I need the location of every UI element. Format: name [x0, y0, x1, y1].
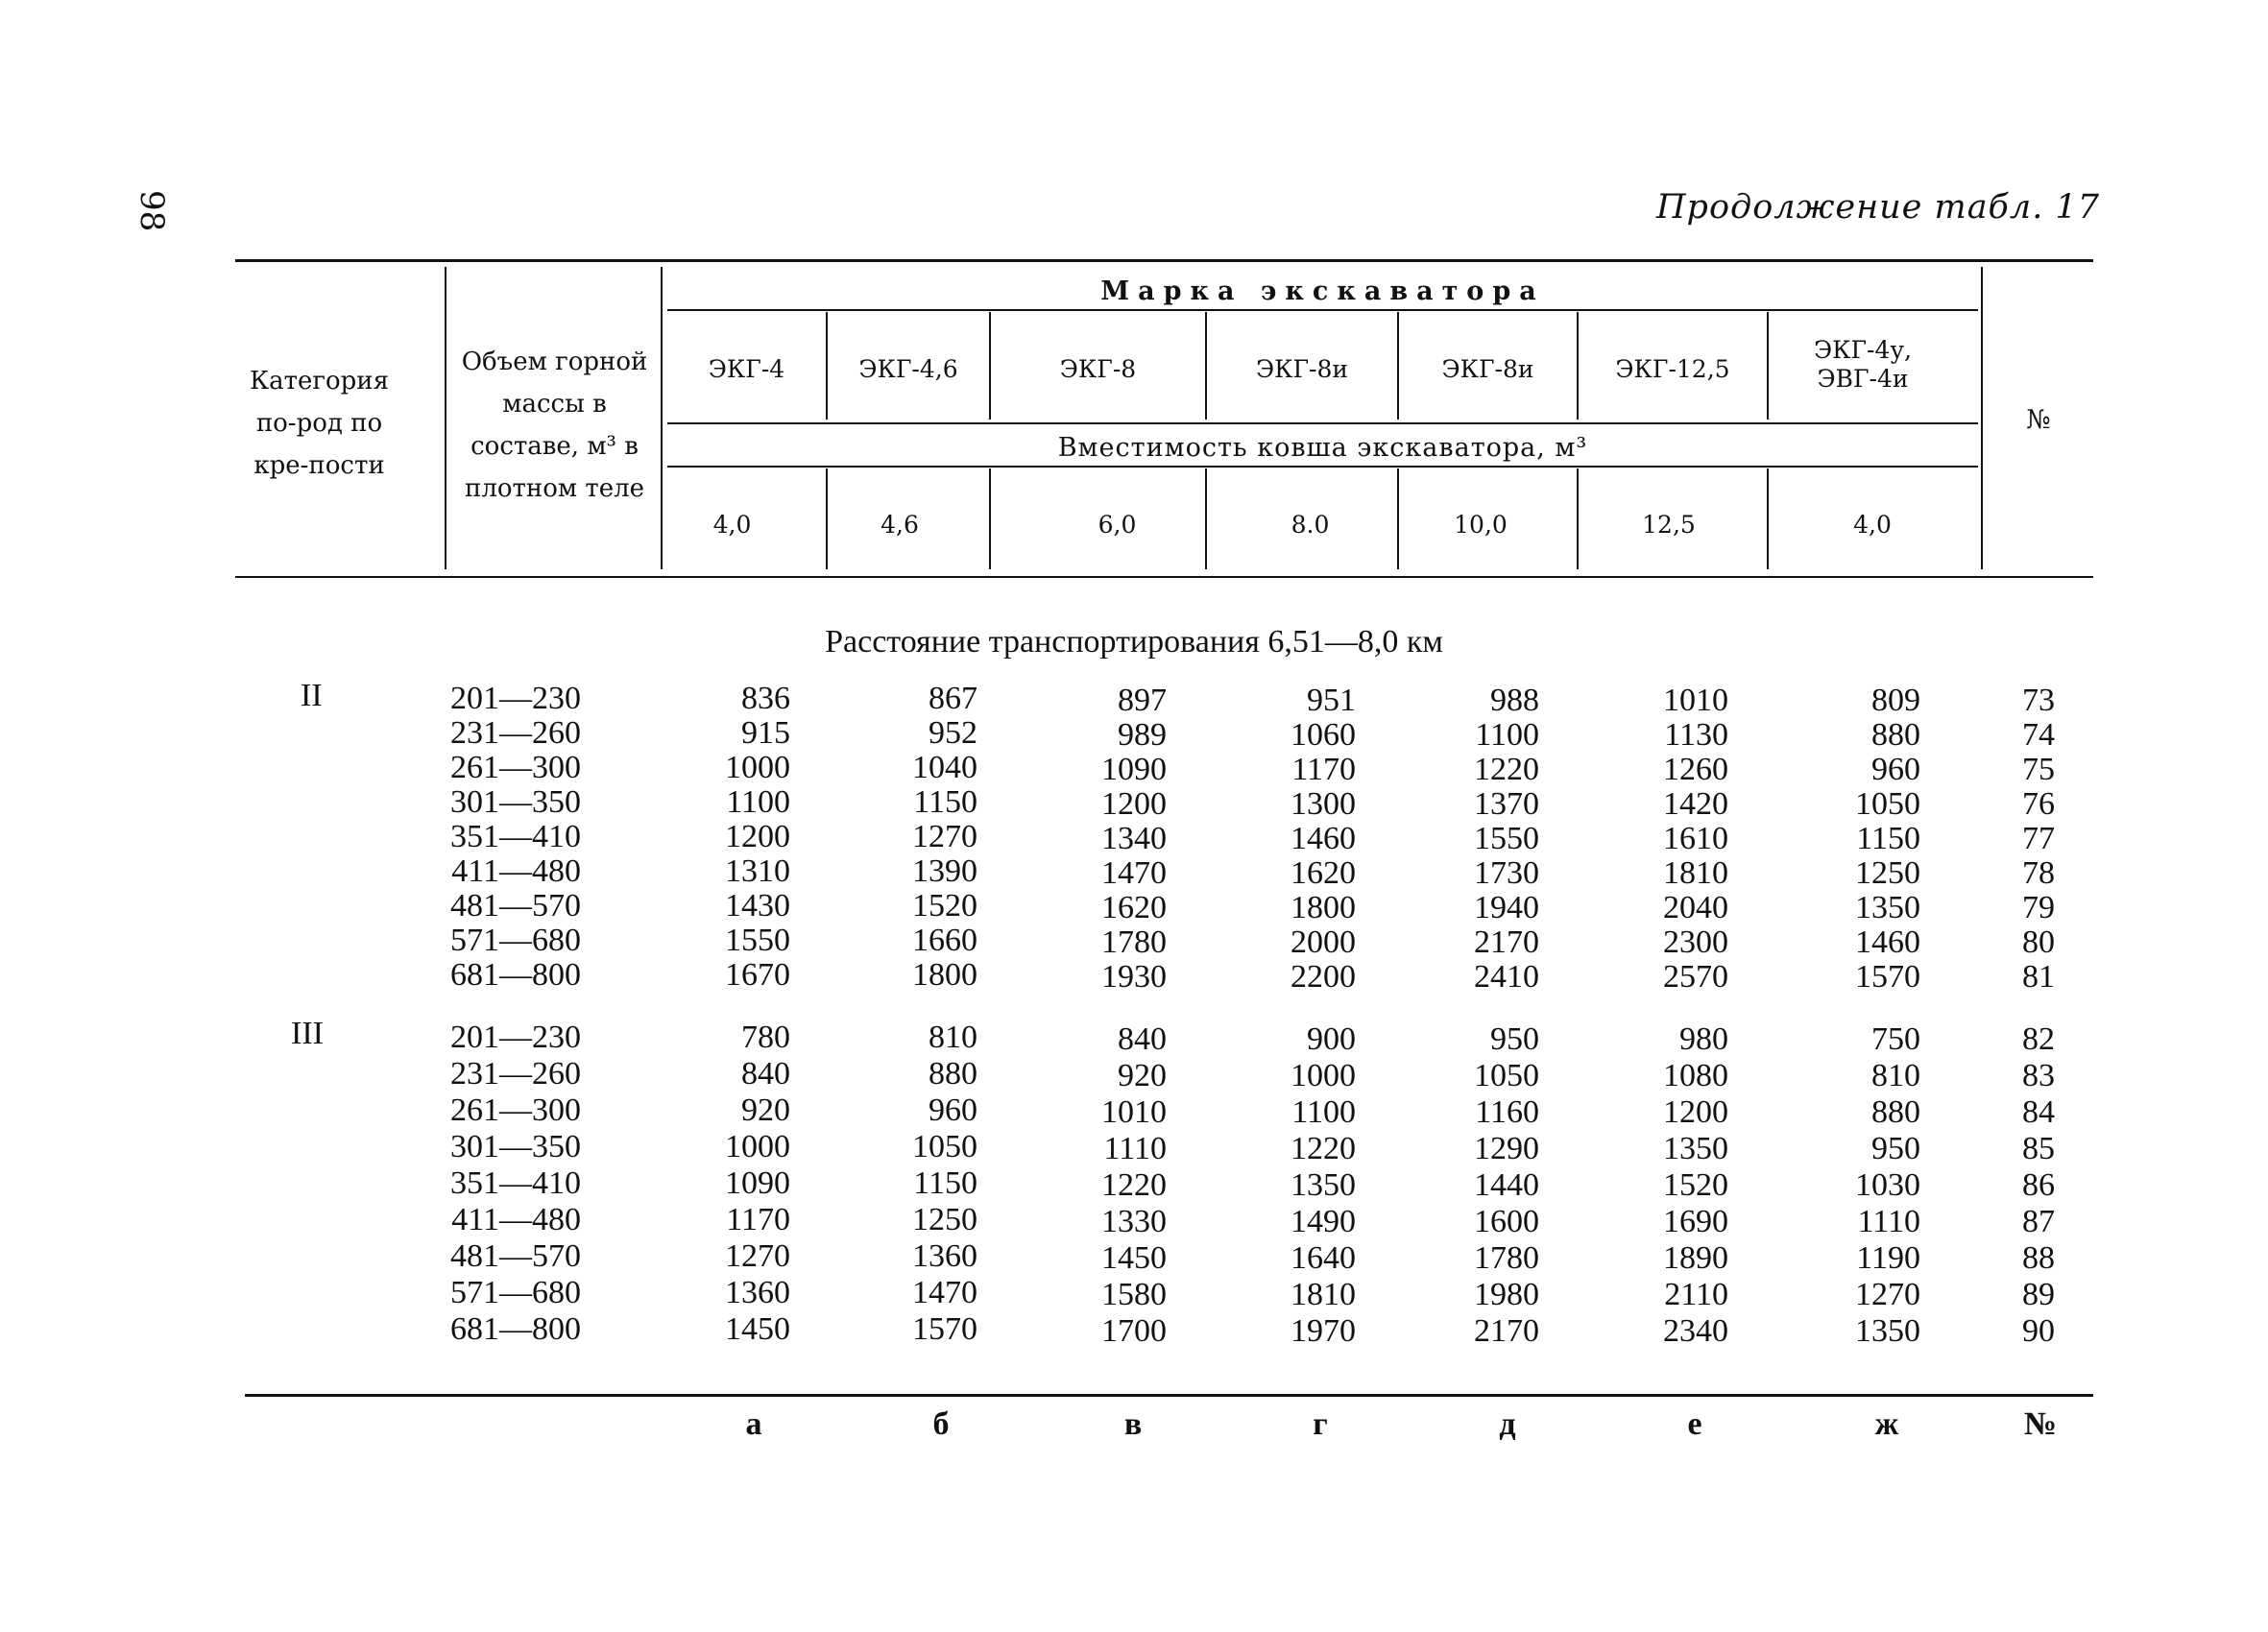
page-number: 98	[133, 190, 171, 232]
column-v: 840 920 1010 1110 1220 1330 1450 1580 1700	[1101, 1021, 1167, 1349]
col-divider	[661, 267, 663, 569]
column-e: 980 1080 1200 1350 1520 1690 1890 2110 2340	[1663, 1021, 1728, 1349]
volume-ranges: 201—230 231—260 261—300 301—350 351—410 411—480 481—570 571—680 681—800	[450, 681, 581, 993]
column-letter: в	[1123, 1406, 1143, 1442]
capacity-value: 10,0	[1454, 511, 1508, 539]
column-zh: 750 810 880 950 1030 1110 1190 1270 1350	[1855, 1021, 1920, 1349]
table-bottom-rule	[245, 1394, 2093, 1397]
col-divider	[445, 267, 446, 569]
column-letter: г	[1313, 1406, 1328, 1442]
table-top-rule	[235, 259, 2093, 262]
column-letter: б	[932, 1406, 950, 1442]
brand-header: ЭКГ-4	[708, 355, 785, 383]
col-divider	[1981, 267, 1983, 569]
column-e: 1010 1130 1260 1420 1610 1810 2040 2300 2570	[1663, 683, 1728, 995]
category-header: Категория по-род по кре-пости	[249, 367, 390, 480]
column-letter: ж	[1874, 1406, 1899, 1442]
capacity-value: 4,6	[881, 511, 919, 539]
category-label: II	[301, 678, 323, 713]
column-b: 810 880 960 1050 1150 1250 1360 1470 1570	[912, 1020, 977, 1347]
column-letter: д	[1499, 1406, 1516, 1442]
header-bottom-rule	[235, 576, 2093, 578]
category-label: III	[291, 1016, 324, 1051]
volume-ranges: 201—230 231—260 261—300 301—350 351—410 411—480 481—570 571—680 681—800	[450, 1020, 581, 1347]
capacity-value: 12,5	[1642, 511, 1696, 539]
continuation-caption: Продолжение табл. 17	[1656, 188, 2100, 227]
brand-header: ЭКГ-12,5	[1615, 355, 1730, 383]
column-d: 988 1100 1220 1370 1550 1730 1940 2170 2410	[1474, 683, 1539, 995]
brand-header: ЭКГ-4,6	[858, 355, 958, 383]
brand-header: ЭКГ-8	[1059, 355, 1137, 383]
col-divider	[1767, 312, 1769, 420]
capacity-value: 4,0	[712, 511, 752, 539]
column-g: 951 1060 1170 1300 1460 1620 1800 2000 2200	[1291, 683, 1356, 995]
row-numbers: 73 74 75 76 77 78 79 80 81	[2022, 683, 2055, 995]
capacity-value: 4,0	[1853, 511, 1892, 539]
column-letter: а	[745, 1406, 762, 1442]
volume-header: Объем горной массы в составе, м³ в плотном теле	[461, 348, 648, 503]
capacity-value: 8.0	[1291, 511, 1330, 539]
section-title: Расстояние транспортирования 6,51—8,0 км	[825, 624, 1443, 660]
column-g: 900 1000 1100 1220 1350 1490 1640 1810 1970	[1291, 1021, 1356, 1349]
capacity-title: Вместимость ковша экскаватора, м³	[1057, 433, 1588, 463]
column-v: 897 989 1090 1200 1340 1470 1620 1780 1930	[1101, 683, 1167, 995]
row-numbers: 82 83 84 85 86 87 88 89 90	[2022, 1021, 2055, 1349]
brand-header: ЭКГ-8и	[1441, 355, 1534, 383]
column-letter: е	[1687, 1406, 1702, 1442]
column-a: 780 840 920 1000 1090 1170 1270 1360 1450	[725, 1020, 790, 1347]
brand-header: ЭКГ-8и	[1255, 355, 1349, 383]
brand-header: ЭКГ-4у, ЭВГ-4и	[1813, 336, 1913, 393]
brand-bottom-rule	[667, 422, 1978, 424]
column-letter: №	[2023, 1406, 2058, 1442]
column-a: 836 915 1000 1100 1200 1310 1430 1550 1670	[725, 681, 790, 993]
brand-title: Марка экскаватора	[1100, 276, 1545, 306]
column-d: 950 1050 1160 1290 1440 1600 1780 1980 2170	[1474, 1021, 1539, 1349]
column-zh: 809 880 960 1050 1150 1250 1350 1460 1570	[1855, 683, 1920, 995]
num-header: №	[2026, 405, 2051, 435]
capacity-value: 6,0	[1098, 511, 1137, 539]
column-b: 867 952 1040 1150 1270 1390 1520 1660 1800	[912, 681, 977, 993]
